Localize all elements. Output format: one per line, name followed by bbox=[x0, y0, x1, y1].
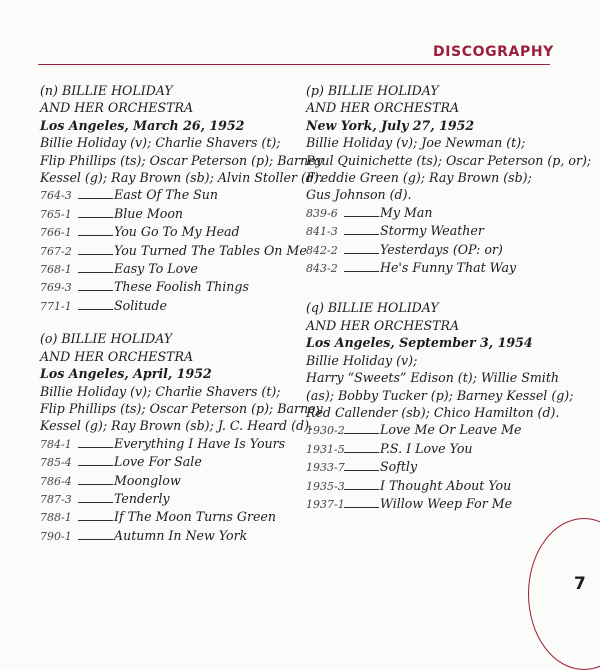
session-heading: AND HER ORCHESTRA bbox=[306, 317, 460, 333]
session-q bbox=[306, 299, 576, 513]
personnel-line: Harry “Sweets” Edison (t); Willie Smith bbox=[306, 370, 560, 386]
track-row bbox=[40, 527, 300, 545]
personnel-line: Freddie Green (g); Ray Brown (sb); bbox=[306, 170, 532, 186]
header-rule bbox=[38, 64, 550, 65]
track-row bbox=[40, 453, 300, 471]
personnel-line: Billie Holiday (v); Charlie Shavers (t); bbox=[40, 383, 281, 399]
personnel-line: Kessel (g); Ray Brown (sb); Alvin Stoller (d). bbox=[40, 170, 323, 186]
session-heading: (o) BILLIE HOLIDAY bbox=[40, 331, 173, 347]
matrix-number: 784-1 bbox=[40, 437, 72, 451]
matrix-number: 771-1 bbox=[40, 299, 72, 313]
track-title: Autumn In New York bbox=[114, 527, 248, 543]
track-title: P.S. I Love You bbox=[380, 440, 473, 456]
track-row bbox=[306, 440, 576, 458]
leader-line bbox=[78, 187, 113, 199]
track-row bbox=[306, 495, 576, 513]
leader-line bbox=[78, 279, 113, 291]
personnel-line: Flip Phillips (ts); Oscar Peterson (p); Barney bbox=[40, 152, 323, 168]
leader-line bbox=[344, 242, 379, 254]
track-row bbox=[40, 490, 300, 508]
personnel-line: Paul Quinichette (ts); Oscar Peterson (p, or); bbox=[306, 152, 592, 168]
leader-line bbox=[344, 496, 379, 508]
track-title: Softly bbox=[380, 459, 418, 475]
track-row bbox=[306, 421, 576, 439]
leader-line bbox=[78, 298, 113, 310]
track-row bbox=[40, 297, 300, 315]
leader-line bbox=[344, 459, 379, 471]
matrix-number: 788-1 bbox=[40, 511, 72, 525]
matrix-number: 787-3 bbox=[40, 492, 72, 506]
track-title: Tenderly bbox=[114, 490, 170, 506]
track-title: He's Funny That Way bbox=[380, 260, 517, 276]
track-title: Stormy Weather bbox=[380, 223, 484, 239]
personnel-line: Billie Holiday (v); Joe Newman (t); bbox=[306, 135, 526, 151]
track-title: Love Me Or Leave Me bbox=[380, 422, 522, 438]
track-title: Willow Weep For Me bbox=[380, 495, 513, 511]
track-row bbox=[40, 242, 307, 260]
leader-line bbox=[78, 473, 113, 485]
matrix-number: 839-6 bbox=[306, 206, 338, 220]
matrix-number: 786-4 bbox=[40, 474, 72, 488]
matrix-number: 769-3 bbox=[40, 281, 72, 295]
track-row bbox=[306, 222, 576, 240]
session-location: Los Angeles, March 26, 1952 bbox=[40, 117, 245, 133]
matrix-number: 842-2 bbox=[306, 243, 338, 257]
session-heading: AND HER ORCHESTRA bbox=[306, 100, 460, 116]
page-number: 7 bbox=[574, 574, 586, 594]
track-title: These Foolish Things bbox=[114, 279, 249, 295]
track-title: Moonglow bbox=[114, 472, 181, 488]
track-title: Solitude bbox=[114, 297, 167, 313]
leader-line bbox=[78, 243, 113, 255]
leader-line bbox=[78, 206, 113, 218]
matrix-number: 765-1 bbox=[40, 207, 72, 221]
track-title: Blue Moon bbox=[114, 205, 184, 221]
track-row bbox=[40, 508, 300, 526]
leader-line bbox=[344, 441, 379, 453]
track-title: Everything I Have Is Yours bbox=[114, 435, 286, 451]
track-row bbox=[40, 278, 300, 296]
track-row bbox=[40, 435, 300, 453]
track-row bbox=[40, 186, 300, 204]
right-column bbox=[306, 82, 592, 528]
track-title: Easy To Love bbox=[114, 261, 198, 277]
session-location: Los Angeles, April, 1952 bbox=[40, 366, 212, 382]
matrix-number: 1937-1 bbox=[306, 497, 345, 511]
track-title: Love For Sale bbox=[114, 454, 202, 470]
track-row bbox=[306, 477, 576, 495]
matrix-number: 843-2 bbox=[306, 262, 338, 276]
matrix-number: 841-3 bbox=[306, 225, 338, 239]
track-row bbox=[40, 260, 300, 278]
personnel-line: Billie Holiday (v); bbox=[306, 352, 418, 368]
track-title: I Thought About You bbox=[380, 477, 512, 493]
track-row bbox=[40, 205, 300, 223]
leader-line bbox=[78, 454, 113, 466]
leader-line bbox=[78, 528, 113, 540]
track-row bbox=[306, 259, 576, 277]
track-title: East Of The Sun bbox=[114, 187, 219, 203]
matrix-number: 764-3 bbox=[40, 189, 72, 203]
track-title: If The Moon Turns Green bbox=[114, 509, 276, 525]
leader-line bbox=[78, 509, 113, 521]
session-o bbox=[40, 330, 323, 545]
matrix-number: 1935-3 bbox=[306, 479, 345, 493]
matrix-number: 785-4 bbox=[40, 456, 72, 470]
personnel-line: Red Callender (sb); Chico Hamilton (d). bbox=[306, 404, 560, 420]
session-heading: AND HER ORCHESTRA bbox=[40, 100, 194, 116]
leader-line bbox=[344, 422, 379, 434]
track-title: You Turned The Tables On Me bbox=[114, 242, 307, 258]
matrix-number: 790-1 bbox=[40, 529, 72, 543]
matrix-number: 767-2 bbox=[40, 244, 72, 258]
corner-arc-decoration bbox=[528, 518, 600, 670]
leader-line bbox=[344, 260, 379, 272]
session-heading: (p) BILLIE HOLIDAY bbox=[306, 83, 439, 98]
track-row bbox=[40, 223, 300, 241]
matrix-number: 768-1 bbox=[40, 263, 72, 277]
track-title: You Go To My Head bbox=[114, 224, 240, 240]
session-location: Los Angeles, September 3, 1954 bbox=[306, 335, 533, 351]
track-row bbox=[306, 204, 576, 222]
track-row bbox=[40, 472, 300, 490]
personnel-line: Flip Phillips (ts); Oscar Peterson (p); Barney bbox=[40, 400, 323, 416]
leader-line bbox=[78, 491, 113, 503]
matrix-number: 1930-2 bbox=[306, 424, 345, 438]
personnel-line: Gus Johnson (d). bbox=[306, 187, 412, 203]
session-heading: (q) BILLIE HOLIDAY bbox=[306, 300, 439, 316]
leader-line bbox=[78, 224, 113, 236]
matrix-number: 766-1 bbox=[40, 226, 72, 240]
page-title: DISCOGRAPHY bbox=[433, 44, 554, 60]
personnel-line: Billie Holiday (v); Charlie Shavers (t); bbox=[40, 135, 281, 151]
leader-line bbox=[344, 205, 379, 217]
session-heading: (n) BILLIE HOLIDAY bbox=[40, 83, 173, 98]
matrix-number: 1931-5 bbox=[306, 442, 345, 456]
personnel-line: (as); Bobby Tucker (p); Barney Kessel (g); bbox=[306, 387, 574, 403]
leader-line bbox=[344, 223, 379, 235]
session-location: New York, July 27, 1952 bbox=[306, 117, 475, 133]
leader-line bbox=[344, 478, 379, 490]
session-p bbox=[306, 82, 592, 277]
session-heading: AND HER ORCHESTRA bbox=[40, 348, 194, 364]
personnel-line: Kessel (g); Ray Brown (sb); J. C. Heard (d). bbox=[40, 418, 314, 434]
leader-line bbox=[78, 261, 113, 273]
track-title: Yesterdays (OP: or) bbox=[380, 241, 503, 257]
track-row bbox=[306, 458, 576, 476]
track-row bbox=[306, 241, 576, 259]
leader-line bbox=[78, 436, 113, 448]
track-title: My Man bbox=[380, 204, 433, 220]
matrix-number: 1933-7 bbox=[306, 461, 345, 475]
